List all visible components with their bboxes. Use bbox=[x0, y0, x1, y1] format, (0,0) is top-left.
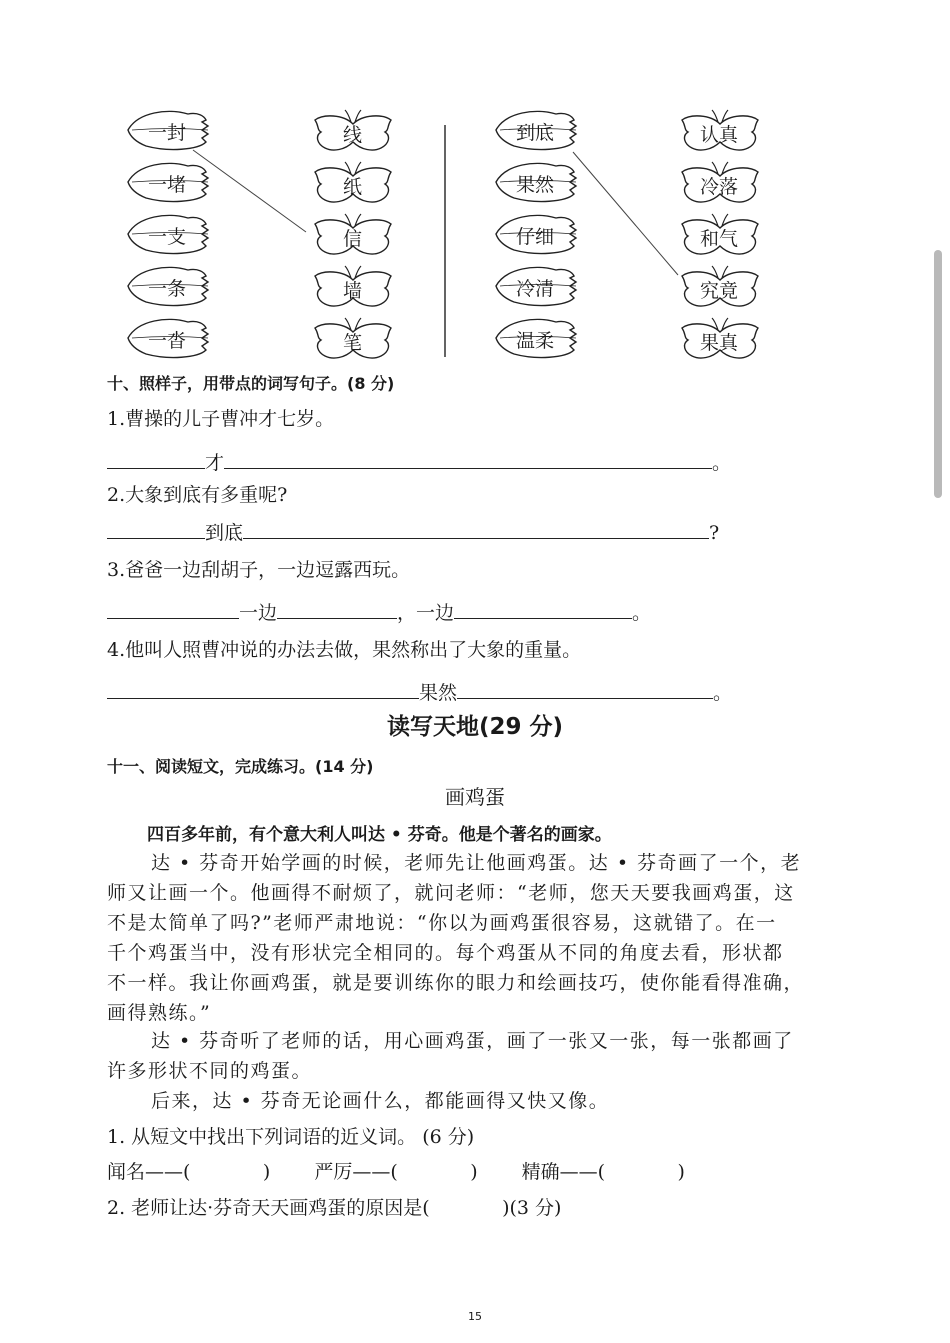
leaf-word: 果然 bbox=[516, 174, 555, 196]
passage-line: 千个鸡蛋当中，没有形状完全相同的。每个鸡蛋从不同的角度去看，形状都 bbox=[107, 942, 784, 964]
leaf-word: 一封 bbox=[148, 122, 187, 144]
page-number: 15 bbox=[468, 1310, 482, 1323]
punctuation: 。 bbox=[712, 452, 732, 474]
punctuation: ? bbox=[709, 522, 720, 544]
butterfly-word: 究竟 bbox=[700, 280, 739, 302]
answer-line-4[interactable] bbox=[107, 678, 732, 705]
punctuation: 。 bbox=[632, 602, 652, 624]
question-2: 2.大象到底有多重呢? bbox=[107, 484, 288, 506]
section-11-title: 十一、阅读短文，完成练习。(14 分) bbox=[107, 757, 374, 776]
synonym-item[interactable]: 闻名——( ) bbox=[107, 1161, 271, 1183]
reading-question-1: 1. 从短文中找出下列词语的近义词。 (6 分) bbox=[107, 1126, 475, 1148]
leaf-word: 一支 bbox=[148, 226, 187, 248]
leaf-word: 到底 bbox=[516, 122, 555, 144]
passage-p2 bbox=[107, 848, 847, 1028]
leaf-word: 一沓 bbox=[148, 330, 187, 352]
question-3: 3.爸爸一边刮胡子，一边逗露西玩。 bbox=[107, 559, 411, 581]
passage-line: 达 • 芬奇听了老师的话，用心画鸡蛋，画了一张又一张，每一张都画了 bbox=[151, 1030, 794, 1052]
butterfly-word: 和气 bbox=[700, 228, 739, 250]
punctuation: 。 bbox=[713, 682, 733, 704]
prompt-word: 一边 bbox=[239, 602, 278, 624]
synonym-row bbox=[107, 1157, 847, 1184]
leaf-word: 一条 bbox=[148, 278, 187, 300]
question-4: 4.他叫人照曹冲说的办法去做，果然称出了大象的重量。 bbox=[107, 639, 582, 661]
answer-line-1[interactable] bbox=[107, 448, 731, 475]
synonym-item[interactable]: 严厉——( ) bbox=[314, 1161, 478, 1183]
part-title: 读写天地(29 分) bbox=[386, 714, 564, 740]
scrollbar[interactable] bbox=[934, 250, 942, 498]
answer-line-3[interactable] bbox=[107, 598, 651, 625]
section-10-title: 十、照样子，用带点的词写句子。(8 分) bbox=[107, 374, 395, 393]
leaf-word: 仔细 bbox=[516, 226, 555, 248]
synonym-item[interactable]: 精确——( ) bbox=[521, 1161, 685, 1183]
passage-line: 画得熟练。” bbox=[107, 1002, 212, 1024]
passage-p3 bbox=[107, 1026, 847, 1086]
butterfly-word: 冷落 bbox=[700, 176, 739, 198]
prompt-word: 才 bbox=[205, 452, 225, 474]
leaf-word: 一堵 bbox=[148, 174, 187, 196]
prompt-word: 到底 bbox=[205, 522, 244, 544]
passage-line: 不是太简单了吗?”老师严肃地说：“你以为画鸡蛋很容易，这就错了。在一 bbox=[107, 912, 777, 934]
butterfly-word: 线 bbox=[343, 124, 363, 146]
butterfly-word: 认真 bbox=[700, 124, 739, 146]
butterfly-word: 果真 bbox=[700, 332, 739, 354]
prompt-word: 果然 bbox=[419, 682, 458, 704]
matching-diagram bbox=[0, 0, 950, 370]
passage-line: 许多形状不同的鸡蛋。 bbox=[107, 1060, 313, 1082]
butterfly-word: 笔 bbox=[343, 332, 363, 354]
passage-p1: 四百多年前，有个意大利人叫达 • 芬奇。他是个著名的画家。 bbox=[147, 825, 612, 845]
story-title: 画鸡蛋 bbox=[445, 785, 505, 809]
butterfly-word: 墙 bbox=[343, 280, 363, 302]
leaf-word: 温柔 bbox=[516, 330, 555, 352]
reading-question-2[interactable]: 2. 老师让达·芬奇天天画鸡蛋的原因是( )(3 分) bbox=[107, 1197, 562, 1219]
answer-line-2[interactable] bbox=[107, 518, 719, 545]
passage-line: 不一样。我让你画鸡蛋，就是要训练你的眼力和绘画技巧，使你能看得准确， bbox=[107, 972, 805, 994]
question-1: 1.曹操的儿子曹冲才七岁。 bbox=[107, 408, 335, 430]
butterfly-word: 信 bbox=[343, 228, 363, 250]
leaf-word: 冷清 bbox=[516, 278, 555, 300]
passage-line: 达 • 芬奇开始学画的时候，老师先让他画鸡蛋。达 • 芬奇画了一个，老 bbox=[151, 852, 802, 874]
passage-p4: 后来，达 • 芬奇无论画什么，都能画得又快又像。 bbox=[151, 1090, 610, 1112]
passage-line: 师又让画一个。他画得不耐烦了，就问老师：“老师，您天天要我画鸡蛋，这 bbox=[107, 882, 795, 904]
butterfly-word: 纸 bbox=[343, 176, 363, 198]
prompt-word: ，一边 bbox=[397, 602, 455, 624]
